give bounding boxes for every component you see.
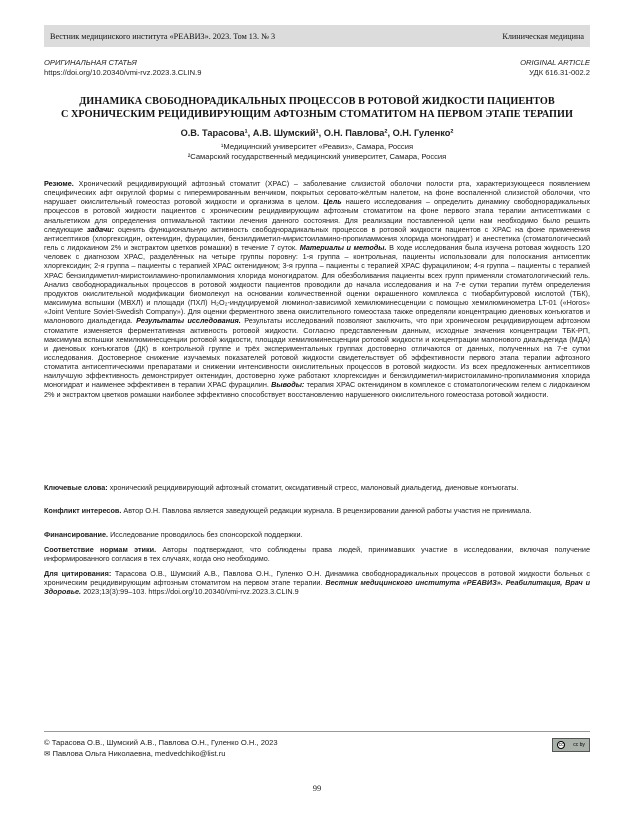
keywords-text: хронический рецидивирующий афтозный стоматит, оксидативный стресс, малоновый диальдегид, диеновые конъюгаты. bbox=[109, 483, 519, 492]
running-header bbox=[44, 25, 590, 47]
affiliation-2: ²Самарский государственный медицинский университет, Самара, Россия bbox=[187, 152, 447, 161]
citation-journal: Вестник медицинского института «РЕАВИЗ». Реабилитация, Врач и Здоровье. bbox=[44, 578, 591, 597]
ethics-text: Авторы подтверждают, что соблюдены права людей, принимавших участие в исследовании, включая получение информированного согласия в тех случаях, когда оно необходимо. bbox=[44, 545, 591, 564]
citation bbox=[44, 569, 590, 596]
citation-label: Для цитирования: bbox=[44, 569, 112, 578]
author-list: О.В. Тарасова¹, А.В. Шумский¹, О.Н. Павлова², О.Н. Гуленко² bbox=[180, 128, 454, 138]
abstract-results: Результаты исследований позволяют заключить, что при хроническом рецидивирующем афтозном стоматите изменяется ферментативная активность ротовой жидкости. Согласно представленным данным, исходные значения концентрации ТБК-РП, максимума вспышки хемилюминесценции ротовой жидкости, площади хемилюминесценции ротовой жидкости и концентрации малонового диальдегида (МДА) и диеновых конъюгатов (ДК) в контрольной группе и трёх экспериментальных группах достоверно отличаются от данных, полученных на 7-е сутки исследования. Достоверное снижение изучаемых показателей ротовой жидкости свидетельствует об эффективности первого этапа терапии афтозного стоматита антисептическими препаратами и снижении интенсивности окислительных процессов в ротовой жидкости. Из всех предложенных антисептиков наилучшую эффективность демонстрирует октенидин, достоверно хуже работают хлоргексидин и бензилдиметил-миристоиламино-пропиламмония хлорида моногидрат и наименее эффективен в терапии ХРАС фурацилин. bbox=[44, 316, 591, 390]
goal-label: Цель bbox=[323, 197, 342, 207]
keywords bbox=[44, 483, 590, 492]
funding-text: Исследование проводилось без спонсорской поддержки. bbox=[110, 530, 303, 539]
title-line-2: С ХРОНИЧЕСКИМ РЕЦИДИВИРУЮЩИМ АФТОЗНЫМ СТОМАТИТОМ НА ПЕРВОМ ЭТАПЕ ТЕРАПИИ bbox=[61, 109, 573, 120]
article-type-ru: ОРИГИНАЛЬНАЯ СТАТЬЯ bbox=[44, 58, 137, 67]
abstract-goal: нашего исследования – определить динамику свободнорадикальных процессов в ротовой жидкости пациентов с хроническим рецидивирующим афтозным стоматитом на фоне первого этапа терапии антисептиками с анальгетиком для определения оптимальной тактики лечения данного состояния. Для реализации поставленной цели нам необходимо было решить следующие bbox=[44, 197, 590, 234]
abstract-conclusions: терапия ХРАС октенидином в комплексе с стоматологическим гелем с лидокаином 2% и экстрактом цветков ромашки наиболее эффективно способствует восстановлению нарушенного окислительного гомеостаза ротовой жидкости. bbox=[44, 380, 591, 399]
citation-tail[interactable]: 2023;13(3):99–103. https://doi.org/10.20340/vmi-rvz.2023.3.CLIN.9 bbox=[83, 587, 299, 597]
footer-divider bbox=[44, 731, 590, 732]
abstract-tasks: оценить функциональную активность свободнорадикальных процессов в ротовой жидкости пациентов с ХРАС на фоне применения антисептиков (хлоргексидин, октенидин, фурацилин, бензилдиметил-миристоиламино-пропиламмония хлорида моногидрат) и анестетика (стоматологический гель с лидокаином 2% и экстрактом цветков ромашки) в течение 7 суток. bbox=[44, 224, 591, 253]
cc-license-badge[interactable] bbox=[552, 738, 590, 752]
abstract-methods: В ходе исследования была изучена ротовая жидкость 120 человек с диагнозом ХРАС, разделённых на четыре группы поровну: 1-я группа – контрольная, пациенты использовали для полоскания антисептик хлоргексидин; 2-я группа – пациенты с терапией ХРАС октенидином; 3-я группа – пациенты с терапией ХРАС фурацилином; 4-я группа – пациенты с терапией ХРАС бензилдиметил-миристоиламино-пропиламмония хлорида моногидратом. Для обезболивания пациенты всех групп применяли стоматологический гель. Анализ свободнорадикальных процессов в ротовой жидкости пациентов проводили до начала исследования и на 7-е сутки терапии путём определения продуктов окислительной модификации биомолекул на основании количественной оценки окрашенного комплекса с тиобарбитуровой кислотой (ТБК), максимума вспышки (МВХЛ) и площади (ПХЛ) H₂O₂-индуцируемой люминол-зависимой хемилюминесценции с помощью хемилюминометра LT-01 («Horos» «Joint Venture Soviet-Swedish Company»). Для оценки ферментного звена окислительного гомеостаза также определяли концентрацию диеновых конъюгатов и малонового диальдегида. bbox=[44, 243, 591, 326]
affiliations bbox=[44, 142, 590, 162]
citation-text: Тарасова О.В., Шумский А.В., Павлова О.Н., Гуленко О.Н. Динамика свободнорадикальных процессов в ротовой жидкости больных с хроническим рецидивирующим афтозным стоматитом на первом этапе терапии. bbox=[44, 569, 591, 588]
page-number: 99 bbox=[312, 783, 322, 793]
article-title bbox=[44, 95, 590, 121]
affiliation-1: ¹Медицинский университет «Реавиз», Самара, Россия bbox=[220, 142, 414, 151]
abstract-label: Резюме. bbox=[44, 179, 74, 188]
conflict-text: Автор О.Н. Павлова является заведующей редакции журнала. В рецензировании данной работы участия не принимала. bbox=[123, 506, 532, 515]
keywords-label: Ключевые слова: bbox=[44, 483, 108, 492]
methods-label: Материалы и методы. bbox=[299, 243, 387, 253]
cc-icon: cc bbox=[558, 742, 564, 748]
title-line-1: ДИНАМИКА СВОБОДНОРАДИКАЛЬНЫХ ПРОЦЕССОВ В РОТОВОЙ ЖИДКОСТИ ПАЦИЕНТОВ bbox=[79, 96, 555, 107]
copyright: © Тарасова О.В., Шумский А.В., Павлова О.Н., Гуленко О.Н., 2023 bbox=[44, 738, 278, 747]
conflict-of-interest bbox=[44, 506, 590, 515]
contact-email[interactable]: ✉ Павлова Ольга Николаевна, medvedchiko@list.ru bbox=[44, 748, 226, 758]
doi-link[interactable]: https://doi.org/10.20340/vmi-rvz.2023.3.CLIN.9 bbox=[44, 67, 202, 77]
abstract-intro: Хронический рецидивирующий афтозный стоматит (ХРАС) – заболевание слизистой оболочки полости рта, характеризующееся появлением специфических афт округлой формы с гиперемированным венчиком, покрытых серовато-жёлтым налетом, на фоне воспаленной слизистой оболочки, что нарушает окислительный гомеостаз ротовой жидкости и организма в целом. bbox=[44, 179, 590, 207]
journal-name: Вестник медицинского института «РЕАВИЗ». 2023. Том 13. № 3 bbox=[50, 31, 276, 41]
results-label: Результаты исследования. bbox=[136, 316, 241, 326]
conclusions-label: Выводы: bbox=[271, 380, 305, 390]
tasks-label: задачи: bbox=[86, 224, 115, 234]
footer bbox=[44, 738, 278, 759]
license-label: cc by bbox=[573, 742, 585, 748]
article-meta bbox=[44, 58, 590, 77]
ethics-label: Соответствие нормам этики. bbox=[44, 545, 157, 554]
funding bbox=[44, 530, 590, 539]
conflict-label: Конфликт интересов. bbox=[44, 506, 122, 515]
ethics bbox=[44, 545, 590, 563]
article-type-en: ORIGINAL ARTICLE bbox=[520, 58, 590, 67]
udk-code: УДК 616.31-002.2 bbox=[529, 67, 590, 77]
section-name: Клиническая медицина bbox=[502, 31, 584, 41]
abstract bbox=[44, 179, 590, 399]
funding-label: Финансирование. bbox=[44, 530, 109, 539]
